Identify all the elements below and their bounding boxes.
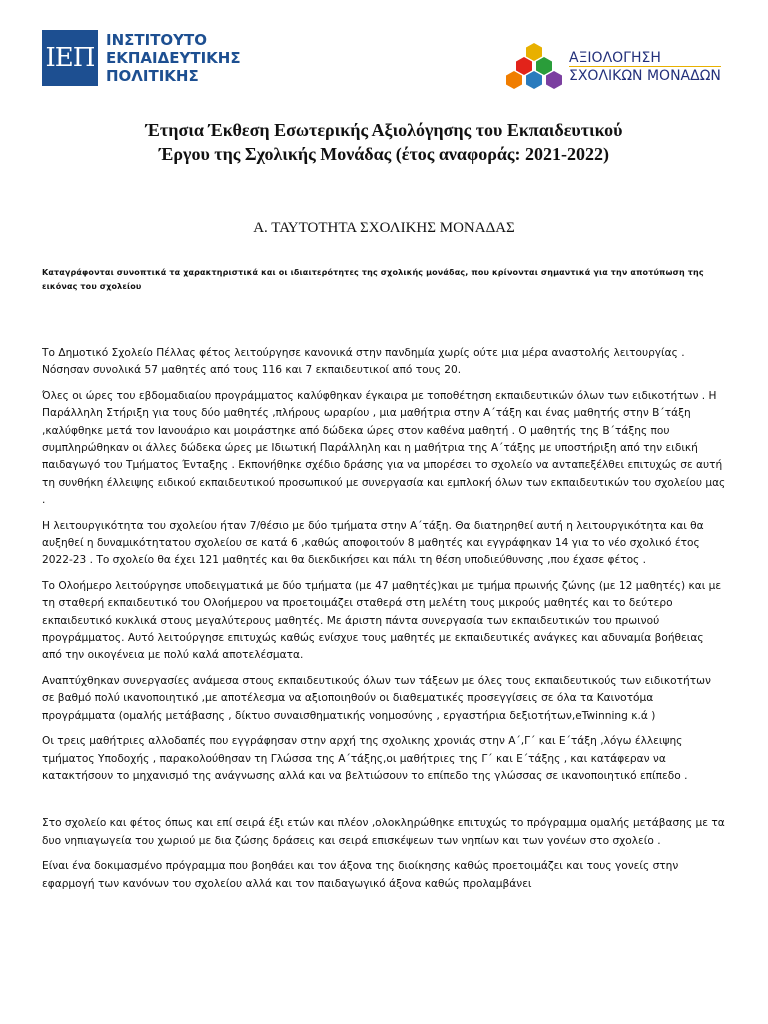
report-title-line: Έτησια Έκθεση Εσωτερικής Αξιολόγησης του Εκπαιδευτικού — [145, 120, 623, 140]
report-body — [42, 345, 726, 902]
body-paragraph: Είναι ένα δοκιμασμένο πρόγραμμα που βοηθάει και τον άξονα της διοίκησης καθώς προετοιμάζει και τους γονείς στην εφαρμογή των κανόνων του σχολείου αλλά και τον παιδαγωγικό άξονα καθώς προλαμβάνει — [42, 860, 679, 890]
iep-logo-line: ΙΝΣΤΙΤΟΥΤΟ — [106, 31, 208, 49]
iep-logo-mark: ΙΕΠ — [42, 30, 98, 86]
body-paragraph: Όλες οι ώρες του εβδομαδιαίου προγράμματος καλύφθηκαν έγκαιρα με τοποθέτηση εκπαιδευτικών όλων των ειδικοτήτων . Η Παράλληλη Στήριξη για τους δύο μαθητές ,πλήρους ωραρίου , μια μαθήτρια στην Α΄τάξη και ένας μαθητής στην Β΄τάξη ,καλύφθηκε μετά τον Ιανουάριο και μοιράστηκε από δώδεκα ώρες στον καθένα μαθητή . Ο μαθητής της Β΄τάξης που συμπληρώθηκαν οι άλλες δώδεκα ώρες με Ιδιωτική Παράλληλη και η μαθήτρια της Α΄τάξης με υποστήριξη από την ειδική παιδαγωγό του Τμήματος Ένταξης . Εκπονήθηκε σχέδιο δράσης για να μπορέσει το σχολείο να ανταπεξέλθει επιτυχώς σε αυτή τη συνθήκη έλλειψης ειδικού εκπαιδευτικού προσωπικού με συνεργασία και εμπλοκή όλων των εκπαιδευτικών του σχολείου μας . — [42, 390, 726, 506]
instruction-note: Καταγράφονται συνοπτικά τα χαρακτηριστικά και οι ιδιαιτερότητες της σχολικής μονάδας, που κρίνονται σημαντικά για την αποτύπωση της εικόνας του σχολείου — [42, 268, 704, 291]
iep-logo — [42, 30, 241, 86]
report-title — [60, 118, 708, 166]
logo-line: ΣΧΟΛΙΚΩΝ ΜΟΝΑΔΩΝ — [569, 68, 721, 84]
hexagon-cluster-icon — [505, 42, 563, 92]
section-heading: Α. ΤΑΥΤΟΤΗΤΑ ΣΧΟΛΙΚΗΣ ΜΟΝΑΔΑΣ — [253, 220, 515, 236]
body-paragraph: Αναπτύχθηκαν συνεργασίες ανάμεσα στους εκπαιδευτικούς όλων των τάξεων με όλες τους εκπαιδευτικούς των ειδικοτήτων σε βαθμό πολύ ικανοποιητικό ,με αποτέλεσμα να αξιοποιηθούν οι διαθεματικές προσεγγίσεις σε όλα τα Καινοτόμα προγράμματα (ομαλής μετάβασης , δίκτυο συναισθηματικής νοημοσύνης , εργαστήρια δεξιοτήτων,eTwinning κ.ά ) — [42, 675, 711, 722]
iep-logo-line: ΠΟΛΙΤΙΚΗΣ — [106, 67, 199, 85]
body-paragraph: Οι τρεις μαθήτριες αλλοδαπές που εγγράφησαν στην αρχή της σχολικης χρονιάς στην Α΄,Γ΄ και Ε΄τάξη ,λόγω έλλειψης τμήματος Υποδοχής , παρακολούθησαν τη Γλώσσα της Α΄τάξης,οι μαθήτριες της Γ΄ και Ε΄τάξης , και κατάφεραν να κατακτήσουν το μηχανισμό της ανάγνωσης αλλά και να βελτιώσουν το επίπεδο της γλώσσας σε ικανοποιητικό επίπεδο . — [42, 735, 688, 783]
iep-logo-text — [106, 31, 241, 85]
body-paragraph: Το Δημοτικό Σχολείο Πέλλας φέτος λειτούργησε κανονικά στην πανδημία χωρίς ούτε μια μέρα αναστολής λειτουργίας . Νόσησαν συνολικά 57 μαθητές από τους 116 και 7 εκπαιδευτικοί από τους 20. — [42, 347, 685, 377]
report-title-line: Έργου της Σχολικής Μονάδας (έτος αναφοράς: 2021-2022) — [159, 144, 609, 164]
school-evaluation-logo — [505, 42, 721, 92]
body-paragraph: Η λειτουργικότητα του σχολείου ήταν 7/θέσιο με δύο τμήματα στην Α΄τάξη. Θα διατηρηθεί αυτή η λειτουργικότητα και θα αυξηθεί η δυναμικότητατου σχολείου σε κατά 6 ,καθώς αποφοιτούν 8 μαθητές και εγγράφηκαν 14 για το νέο σχολικό έτος 2022-23 . Το σχολείο θα έχει 121 μαθητές και θα διεκδικήσει και πάλι τη θέση υποδιεύθυνσης ,που έχασε φέτος . — [42, 519, 704, 567]
body-paragraph: Στο σχολείο και φέτος όπως και επί σειρά έξι ετών και πλέον ,ολοκληρώθηκε επιτυχώς το πρόγραμμα ομαλής μετάβασης με τα δυο νηπιαγωγεία του χωριού με δια ζώσης δράσεις και σειρά επισκέψεων των νηπίων και των γονέων στο σχολείο . — [42, 817, 725, 847]
school-evaluation-logo-text — [569, 50, 721, 84]
logo-line: ΑΞΙΟΛΟΓΗΣΗ — [569, 50, 661, 66]
body-paragraph: Το Ολοήμερο λειτούργησε υποδειγματικά με δύο τμήματα (με 47 μαθητές)και με τμήμα πρωινής ζώνης (με 12 μαθητές) και με τη σταθερή εκπαιδευτικό του Ολοήμερου να προετοιμάζει σταθερά στη μελέτη τους μικρούς μαθητές και το δεύτερο εκπαιδευτικό κυκλικά στους μεγαλύτερους μαθητές. Με άριστη πάντα συνεργασία των εκπαιδευτικών του πρωινού προγράμματος. Αυτό λειτούργησε επιτυχώς καθώς ενίσχυε τους μαθητές με εκπαιδευτικές ανάγκες και αδυναμία βοήθειας από την οικογένεια με πολύ καλά αποτελέσματα. — [42, 580, 722, 662]
iep-logo-line: ΕΚΠΑΙΔΕΥΤΙΚΗΣ — [106, 49, 241, 67]
